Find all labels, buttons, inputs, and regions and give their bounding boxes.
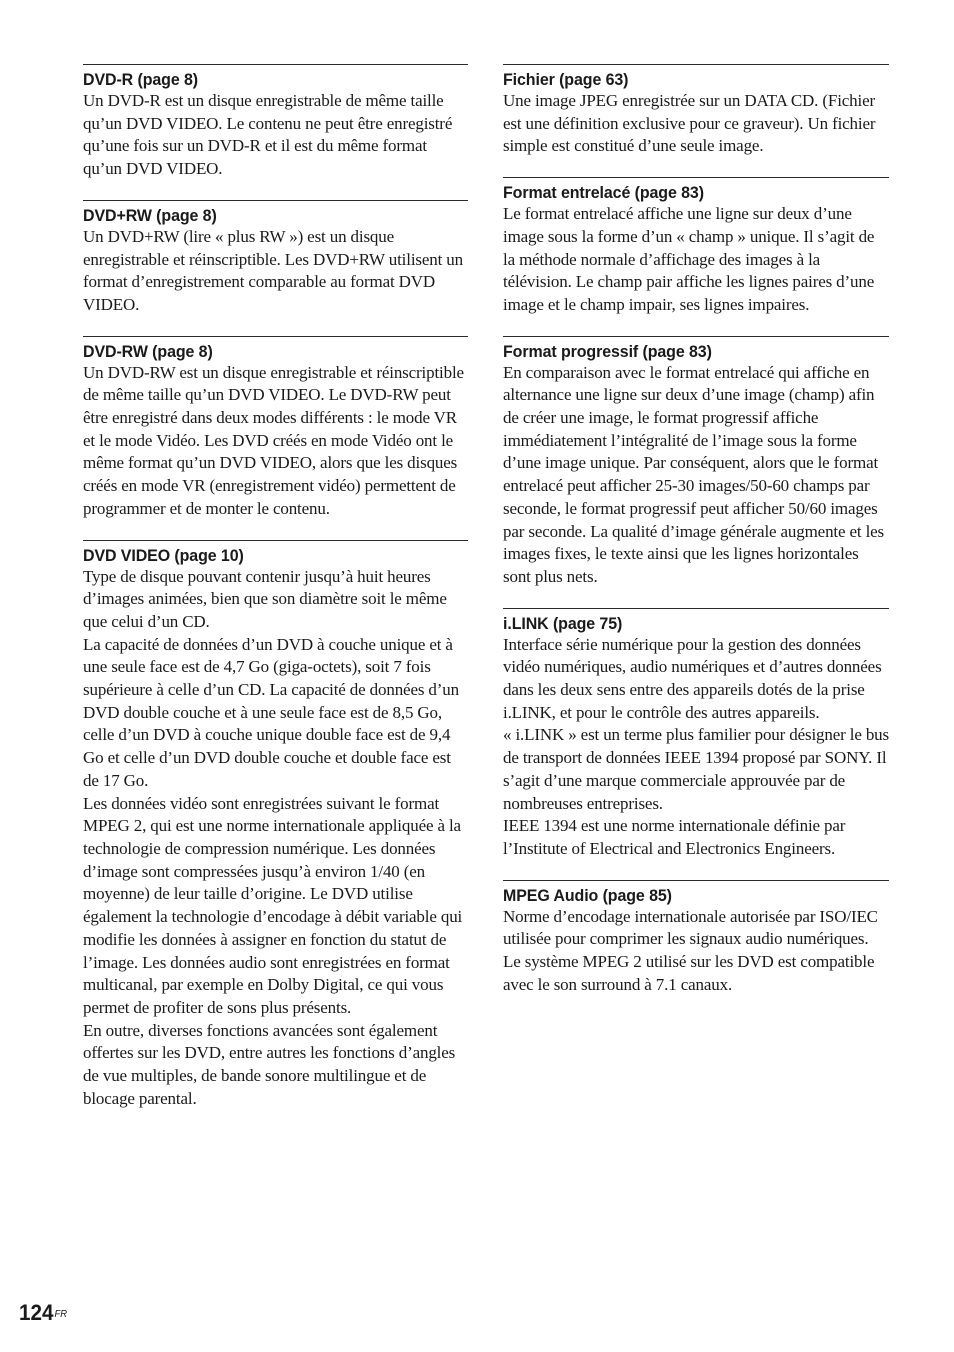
entry-heading: Fichier (page 63) — [503, 70, 629, 89]
entry-paragraph: Norme d’encodage internationale autorisée par ISO/IEC utilisée pour comprimer les signaux audio numériques. Le système MPEG 2 utilisé sur les DVD est compatible avec le son surround à 7.1 canaux. — [503, 906, 878, 994]
entry-paragraph: Les données vidéo sont enregistrées suivant le format MPEG 2, qui est une norme internationale appliquée à la technologie de compression numérique. Les données d’image sont compressées jusqu’à environ 1/40 (en moyenne) de leur taille d’origine. Le DVD utilise également la technologie d’encodage à débit variable qui modifie les données à assigner en fonction du statut de l’image. Les données audio sont enregistrées en format multicanal, par exemple en Dolby Digital, ce qui vous permet de profiter de sons plus présents. — [83, 793, 463, 1017]
right-column — [503, 64, 889, 997]
entry-heading: MPEG Audio (page 85) — [503, 885, 672, 905]
entry-paragraph: « i.LINK » est un terme plus familier pour désigner le bus de transport de données IEEE 1394 proposé par SONY. Il s’agit d’une marque commerciale approuvée par de nombreuses entreprises. — [503, 725, 889, 813]
entry-paragraph: Un DVD+RW (lire « plus RW ») est un disque enregistrable et réinscriptible. Les DVD+RW utilisent un format d’enregistrement comparable au format DVD VIDEO. — [83, 226, 463, 314]
glossary-entry-dvd-video — [83, 540, 468, 1111]
entry-heading: DVD+RW (page 8) — [83, 205, 217, 225]
entry-heading: Format entrelacé (page 83) — [503, 183, 704, 203]
entry-paragraph: Un DVD-R est un disque enregistrable de même taille qu’un DVD VIDEO. Le contenu ne peut être enregistré qu’une fois sur un DVD-R et il est du même format qu’un DVD VIDEO. — [83, 91, 453, 179]
entry-paragraph: Une image JPEG enregistrée sur un DATA CD. (Fichier est une définition exclusive pour ce graveur). Un fichier simple est constitué d’une seule image. — [503, 91, 876, 156]
glossary-entry-dvd-r — [83, 64, 468, 181]
entry-heading: DVD-R (page 8) — [83, 70, 199, 89]
glossary-entry-dvd-rw — [83, 336, 468, 521]
entry-heading: i.LINK (page 75) — [503, 613, 623, 633]
page-number — [19, 1300, 67, 1326]
entry-paragraph: Un DVD-RW est un disque enregistrable et réinscriptible de même taille qu’un DVD VIDEO. Le DVD-RW peut être enregistré dans deux modes différents : le mode VR et le mode Vidéo. Les DVD créés en mode Vidéo ont le même format qu’un DVD VIDEO, alors que les disques créés en mode VR (enregistrement vidéo) permettent de programmer et de monter le contenu. — [83, 362, 464, 518]
entry-paragraph: Type de disque pouvant contenir jusqu’à huit heures d’images animées, bien que son diamètre soit le même que celui d’un CD. — [83, 566, 447, 631]
entry-paragraph: La capacité de données d’un DVD à couche unique et à une seule face est de 4,7 Go (giga-octets), soit 7 fois supérieure à celle d’un CD. La capacité de données d’un DVD double couche et à une seule face est de 8,5 Go, celle d’un DVD à couche unique double face est de 9,4 Go et celle d’un DVD double couche et double face est de 17 Go. — [83, 634, 459, 790]
glossary-entry-mpeg-audio — [503, 880, 889, 997]
glossary-entry-format-entrelace — [503, 177, 889, 317]
entry-heading: DVD VIDEO (page 10) — [83, 545, 244, 565]
glossary-entry-ilink — [503, 608, 889, 861]
left-column — [83, 64, 468, 1110]
language-code: FR — [54, 1309, 67, 1320]
glossary-entry-dvd-plus-rw — [83, 200, 468, 317]
entry-paragraph: Le format entrelacé affiche une ligne sur deux d’une image sous la forme d’un « champ » unique. Il s’agit de la méthode normale d’affichage des images à la télévision. Le champ pair affiche les lignes paires d’une image et le champ impair, ses lignes impaires. — [503, 204, 875, 314]
entry-paragraph: En comparaison avec le format entrelacé qui affiche en alternance une ligne sur deux d’une image (champ) afin de créer une image, le format progressif affiche immédiatement l’intégralité de l’image sous la forme d’une image unique. Par conséquent, alors que le format entrelacé peut afficher 25-30 images/50-60 champs par seconde, le format progressif peut afficher 50/60 images par seconde. La qualité d’image générale augmente et les images fixes, le texte ainsi que les lignes horizontales sont plus nets. — [503, 362, 884, 586]
glossary-entry-fichier — [503, 64, 889, 158]
entry-heading: Format progressif (page 83) — [503, 341, 712, 361]
entry-paragraph: Interface série numérique pour la gestion des données vidéo numériques, audio numériques et d’autres données dans les deux sens entre des appareils dotés de la prise i.LINK, et pour le contrôle des autres appareils. — [503, 634, 882, 722]
page-number-value: 124 — [19, 1300, 54, 1325]
glossary-entry-format-progressif — [503, 336, 889, 589]
entry-paragraph: En outre, diverses fonctions avancées sont également offertes sur les DVD, entre autres les fonctions d’angles de vue multiples, de bande sonore multilingue et de blocage parental. — [83, 1020, 456, 1108]
entry-heading: DVD-RW (page 8) — [83, 341, 213, 361]
entry-paragraph: IEEE 1394 est une norme internationale définie par l’Institute of Electrical and Electronics Engineers. — [503, 816, 846, 858]
